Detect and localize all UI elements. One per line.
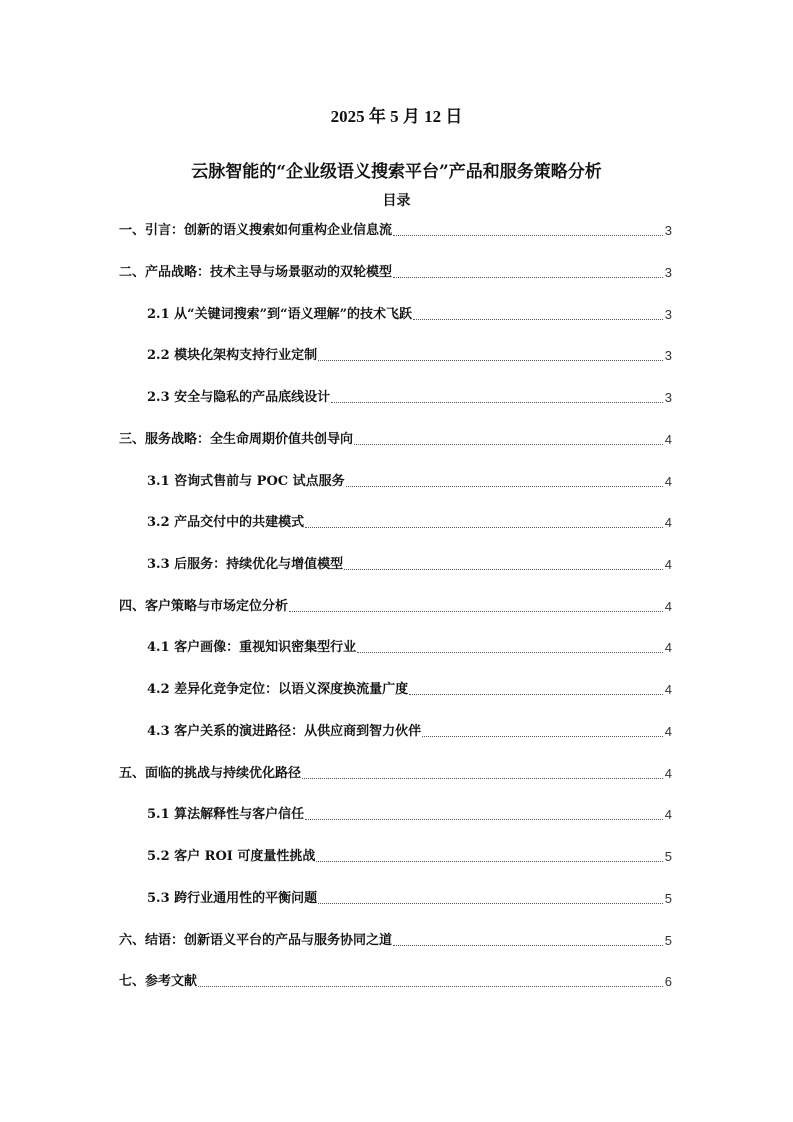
toc-entry-label: 五、面临的挑战与持续优化路径 <box>119 766 302 781</box>
toc-entry-page: 4 <box>664 557 672 572</box>
document-date: 2025 年 5 月 12 日 <box>330 107 463 126</box>
toc-entry-page: 5 <box>664 891 672 906</box>
toc-entry-page: 4 <box>664 640 672 655</box>
dot-leader <box>318 360 663 361</box>
toc-entry-label: 四、客户策略与市场定位分析 <box>119 599 289 614</box>
dot-leader <box>413 319 663 320</box>
toc-entry-page: 3 <box>664 348 672 363</box>
toc-entry-page: 4 <box>664 724 672 739</box>
toc-entry-label: 一、引言：创新的语义搜索如何重构企业信息流 <box>119 223 393 238</box>
dot-leader <box>357 652 663 653</box>
toc-entry[interactable] <box>147 804 672 824</box>
dot-leader <box>198 986 663 987</box>
toc-entry-label: 4.2 差异化竞争定位：以语义深度换流量广度 <box>147 682 409 697</box>
dot-leader <box>305 527 663 528</box>
dot-leader <box>346 486 663 487</box>
toc-entry-page: 3 <box>664 390 672 405</box>
toc-entry-label: 5.1 算法解释性与客户信任 <box>147 807 305 822</box>
toc-heading: 目录 <box>382 193 411 209</box>
dot-leader <box>316 861 662 862</box>
toc-entry[interactable] <box>119 930 672 950</box>
toc-entry[interactable] <box>147 512 672 532</box>
toc-entry-page: 4 <box>664 682 672 697</box>
toc-entry-label: 2.2 模块化架构支持行业定制 <box>147 348 318 363</box>
toc-entry-label: 3.2 产品交付中的共建模式 <box>147 515 305 530</box>
toc-entry[interactable] <box>119 763 672 783</box>
dot-leader <box>422 736 663 737</box>
toc-entry-label: 5.2 客户 ROI 可度量性挑战 <box>147 849 316 864</box>
toc-entry-page: 4 <box>664 599 672 614</box>
dot-leader <box>331 402 663 403</box>
toc-entry[interactable] <box>147 637 672 657</box>
toc-entry-label: 二、产品战略：技术主导与场景驱动的双轮模型 <box>119 265 393 280</box>
toc-entry[interactable] <box>147 846 672 866</box>
toc-entry-page: 4 <box>664 807 672 822</box>
toc-entry[interactable] <box>119 429 672 449</box>
toc-entry-page: 5 <box>664 933 672 948</box>
toc-entry[interactable] <box>147 554 672 574</box>
toc-entry-page: 6 <box>664 974 672 989</box>
dot-leader <box>302 778 663 779</box>
toc-entry[interactable] <box>147 345 672 365</box>
toc-entry[interactable] <box>147 304 672 324</box>
dot-leader <box>409 694 663 695</box>
toc-entry-label: 3.3 后服务：持续优化与增值模型 <box>147 557 344 572</box>
dot-leader <box>393 277 663 278</box>
toc-entry-label: 2.1 从“关键词搜索”到“语义理解”的技术飞跃 <box>147 307 413 322</box>
document-title: 云脉智能的“企业级语义搜索平台”产品和服务策略分析 <box>191 162 602 182</box>
toc-entry-page: 3 <box>664 307 672 322</box>
toc-entry[interactable] <box>147 888 672 908</box>
toc-entry-page: 5 <box>664 849 672 864</box>
toc-entry-label: 七、参考文献 <box>119 974 198 989</box>
toc-entry[interactable] <box>147 721 672 741</box>
dot-leader <box>344 569 663 570</box>
toc-entry-page: 4 <box>664 515 672 530</box>
toc-entry-label: 六、结语：创新语义平台的产品与服务协同之道 <box>119 933 393 948</box>
toc-entry[interactable] <box>119 971 672 991</box>
toc-entry-label: 4.3 客户关系的演进路径：从供应商到智力伙伴 <box>147 724 422 739</box>
toc-entry[interactable] <box>119 220 672 240</box>
dot-leader <box>354 444 663 445</box>
toc-entry-label: 2.3 安全与隐私的产品底线设计 <box>147 390 331 405</box>
toc-entry-page: 4 <box>664 432 672 447</box>
dot-leader <box>289 611 663 612</box>
toc-entry[interactable] <box>119 262 672 282</box>
toc-entry[interactable] <box>119 596 672 616</box>
dot-leader <box>318 903 663 904</box>
toc-entry-page: 3 <box>664 265 672 280</box>
toc-entry-page: 4 <box>664 474 672 489</box>
toc-entry-label: 5.3 跨行业通用性的平衡问题 <box>147 891 318 906</box>
dot-leader <box>393 945 663 946</box>
toc-entry-label: 三、服务战略：全生命周期价值共创导向 <box>119 432 354 447</box>
toc-entry-page: 3 <box>664 223 672 238</box>
toc-entry-label: 3.1 咨询式售前与 POC 试点服务 <box>147 474 345 489</box>
toc-entry-label: 4.1 客户画像：重视知识密集型行业 <box>147 640 357 655</box>
dot-leader <box>393 235 663 236</box>
toc-entry[interactable] <box>147 679 672 699</box>
toc-entry[interactable] <box>147 471 672 491</box>
toc-entry-page: 4 <box>664 766 672 781</box>
toc-entry[interactable] <box>147 387 672 407</box>
dot-leader <box>305 819 663 820</box>
